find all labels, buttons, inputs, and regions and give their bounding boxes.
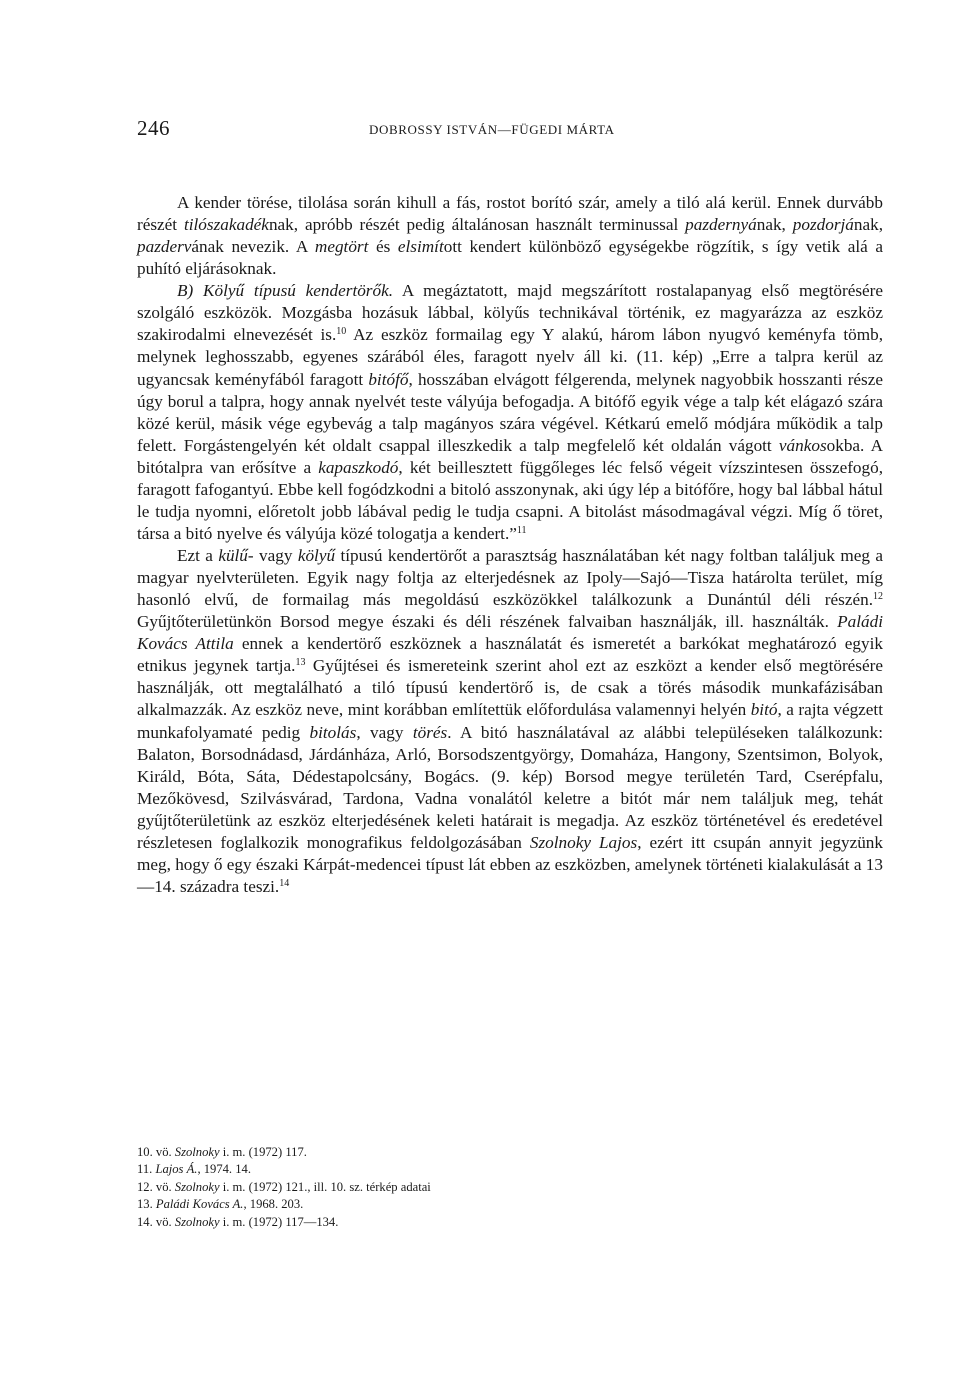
body-text bbox=[137, 192, 883, 898]
section-heading: B) Kölyű típusú kendertörők. bbox=[177, 281, 394, 301]
footnote-11: 11. Lajos Á., 1974. 14. bbox=[137, 1162, 251, 1177]
term-tores: törés bbox=[412, 722, 448, 742]
footnote-ref-14: 14 bbox=[279, 877, 290, 889]
term-kapaszkodo: kapaszkodó bbox=[318, 457, 399, 477]
term-tiloszakadek: tilószakadék bbox=[183, 215, 269, 235]
term-bitolas: bitolás bbox=[309, 722, 357, 742]
page-number: 246 bbox=[137, 116, 170, 140]
term-kulu: külű- bbox=[218, 546, 254, 565]
footnote-ref-10: 10 bbox=[336, 326, 347, 338]
term-pazderv: pazderv bbox=[137, 237, 192, 257]
term-vankos: vánkos bbox=[778, 435, 827, 455]
term-pazdernya: pazdernyá bbox=[685, 215, 757, 235]
page-header bbox=[137, 116, 883, 146]
footnotes bbox=[137, 1144, 737, 1231]
footnote-13: 13. Paládi Kovács A., 1968. 203. bbox=[137, 1197, 304, 1212]
footnote-ref-11: 11 bbox=[516, 524, 527, 536]
footnote-14: 14. vö. Szolnoky i. m. (1972) 117—134. bbox=[137, 1214, 339, 1229]
footnote-ref-13: 13 bbox=[295, 657, 306, 669]
term-elsimit: elsimít bbox=[397, 237, 444, 257]
author-paladi-kovacs: Paládi Kovács Attila bbox=[137, 612, 883, 654]
paragraph-3: Ezt a külű- vagy kölyű típusú kendertörőt a parasztság használatában két nagy foltban találjuk meg a magyar nyelvterületen. Egyik nagy foltja az elterjedésnek az Ipoly—Sajó—Tisza határolta terület, míg hasonló elvű, de formailag más megoldású eszközökkel találkozunk a Dunántúl déli részén.$^{12}$ Gyűjtőterületünkön Borsod megye északi és déli részének falvaiban használják, ill. használták. Paládi Kovács Attila ennek a kendertörő eszköznek a használatát és ismeretét a barkókat meghatározó egyik etnikus jegynek tartja.$^{13}$ Gyűjtései és ismereteink szerint ahol ezt az eszközt a kender első megtörésére használják, ott megtalálható a tiló típusú kendertörő is, de csak a törés második munkafázisában alkalmazzák. Az eszköz neve, mint korábban említettük előfordulása valamennyi helyén bitó, a rajta végzett munkafolyamaté pedig bitolás, vagy törés. A bitó használatával az alábbi településeken találkozunk: Balaton, Borsodnádasd, Járdánháza, Arló, Borsodszentgyörgy, Domaháza, Hangony, Szentsimon, Bolyok, Királd, Bóta, Sáta, Dédestapolcsány, Bogács. (9. kép) Borsod megye területén Tard, Cserépfalu, Mezőkövesd, Szilvásvárad, Tardona, Vadna vonalától keletre a bitót már nem találjuk meg, tehát gyűjtőterületünk az eszköz elterjedésének keleti határait is megadja. Az eszköz történetével és eredetével részletesen foglalkozik monografikus feldolgozásában Szolnoky Lajos, ezért itt csupán annyit jegyzünk meg, hogy ő egy északi Kárpát-medencei típust lát ebben az eszközben, amelynek történeti kialakulását a 13—14. századra teszi.$^{14}$ bbox=[137, 546, 883, 896]
running-head: DOBROSSY ISTVÁN—FÜGEDI MÁRTA bbox=[369, 122, 615, 137]
footnote-10: 10. vö. Szolnoky i. m. (1972) 117. bbox=[137, 1145, 307, 1159]
footnote-ref-12: 12 bbox=[873, 591, 883, 603]
paragraph-1: A kender törése, tilolása során kihull a fás, rostot borító szár, amely a tiló alá kerül. Ennek durvább részét tilószakadéknak, apróbb részét pedig általánosan használt terminussal pazdernyának, pozdorjának, pazdervának nevezik. A megtört és elsimított kendert különböző egységekbe rögzítik, s így vetik alá a puhító eljárásoknak. bbox=[137, 193, 883, 279]
term-bitofo: bitófő bbox=[368, 369, 409, 389]
term-pozdorja: pozdorjá bbox=[792, 215, 854, 235]
term-kolyu: kölyű bbox=[297, 546, 336, 565]
author-szolnoky: Szolnoky Lajos bbox=[529, 832, 638, 852]
term-megtort: megtört bbox=[314, 237, 369, 257]
paragraph-2: B) Kölyű típusú kendertörők. A megáztatott, majd megszárított rostalapanyag első megtörésére szolgáló eszközök. Mozgásba hozásuk lábbal, kölyűs technikával történik, ez magyarázza az eszköz szakirodalmi elnevezését is.$^{10}$ Az eszköz formailag egy Y alakú, három lábon nyugvó keményfa tömb, melynek leghosszabb, egyenes szárából éles, faragott nyelv áll ki. (11. kép) „Erre a talpra kerül az ugyancsak keményfából faragott bitófő, hosszában elvágott félgerenda, melynek nagyobbik hosszanti része úgy borul a talpra, hogy annak nyelvét teste vályúja befogadja. A bitófő egyik vége a talp két elágazó szára közé kerül, másik vége egybevág a talp magányos szára végével. Kétkarú emelő módjára működik a talp felett. Forgástengelyén két oldalt csappal illeszkedik a talp megfelelő két oldalán vágott vánkosokba. A bitótalpra van erősítve a kapaszkodó, két beillesztett függőleges léc felső végeit vízszintesen összefogó, faragott fafogantyú. Ebbe kell fogódzkodni a bitoló asszonynak, aki úgy lép a bitófőre, hogy bal lábbal hátul le tudja nyomni, előretolt jobb lábával pedig le tudja csapni. A bitolást másodmagával végzi. Míg ő töret, társa a bitó nyelve és vályúja közé tologatja a kendert.”$^{11}$ bbox=[137, 281, 884, 543]
footnote-12: 12. vö. Szolnoky i. m. (1972) 121., ill. 10. sz. térkép adatai bbox=[137, 1179, 431, 1194]
term-bito: bitó bbox=[750, 700, 778, 720]
